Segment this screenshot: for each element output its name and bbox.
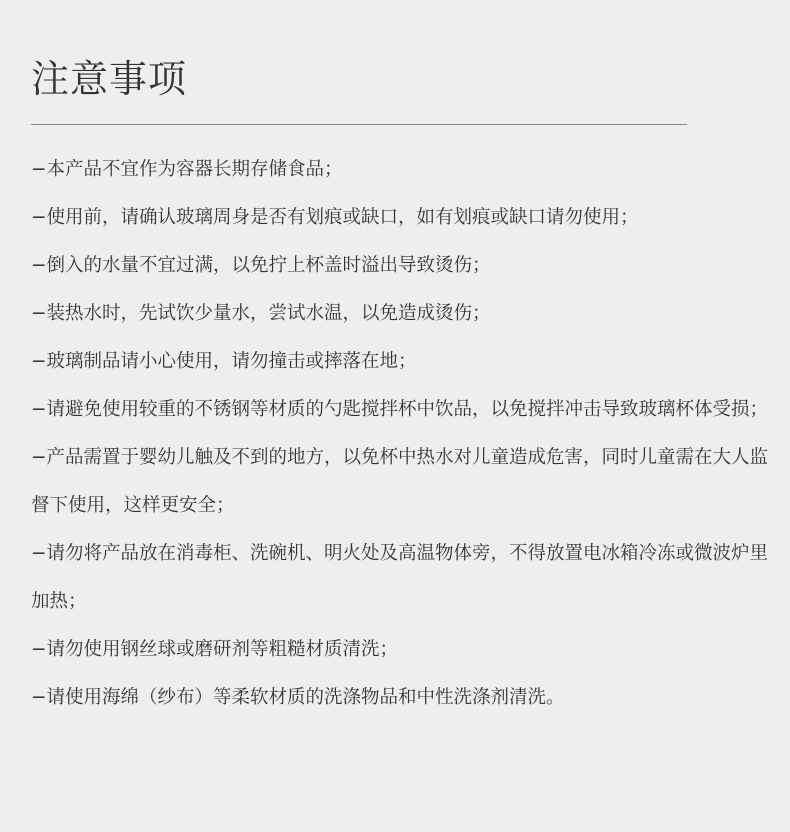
note-item: −产品需置于婴幼儿触及不到的地方，以免杯中热水对儿童造成危害，同时儿童需在大人监督下使用，这样更安全； <box>31 447 769 516</box>
note-item: −本产品不宜作为容器长期存储食品； <box>31 159 343 180</box>
note-item: −倒入的水量不宜过满，以免拧上杯盖时溢出导致烫伤； <box>31 255 491 276</box>
note-item: −装热水时，先试饮少量水，尝试水温，以免造成烫伤； <box>31 303 491 324</box>
note-item: −使用前，请确认玻璃周身是否有划痕或缺口，如有划痕或缺口请勿使用； <box>31 207 639 228</box>
notes-list <box>31 146 776 722</box>
note-item: −请勿将产品放在消毒柜、洗碗机、明火处及高温物体旁，不得放置电冰箱冷冻或微波炉里加热； <box>31 543 769 612</box>
note-item: −请使用海绵（纱布）等柔软材质的洗涤物品和中性洗涤剂清洗。 <box>31 687 565 708</box>
note-item: −玻璃制品请小心使用，请勿撞击或摔落在地； <box>31 351 417 372</box>
page-title: 注意事项 <box>31 57 188 101</box>
note-item: −请避免使用较重的不锈钢等材质的勺匙搅拌杯中饮品，以免搅拌冲击导致玻璃杯体受损； <box>31 399 769 420</box>
title-divider <box>31 124 687 125</box>
note-item: −请勿使用钢丝球或磨研剂等粗糙材质清洗； <box>31 639 399 660</box>
